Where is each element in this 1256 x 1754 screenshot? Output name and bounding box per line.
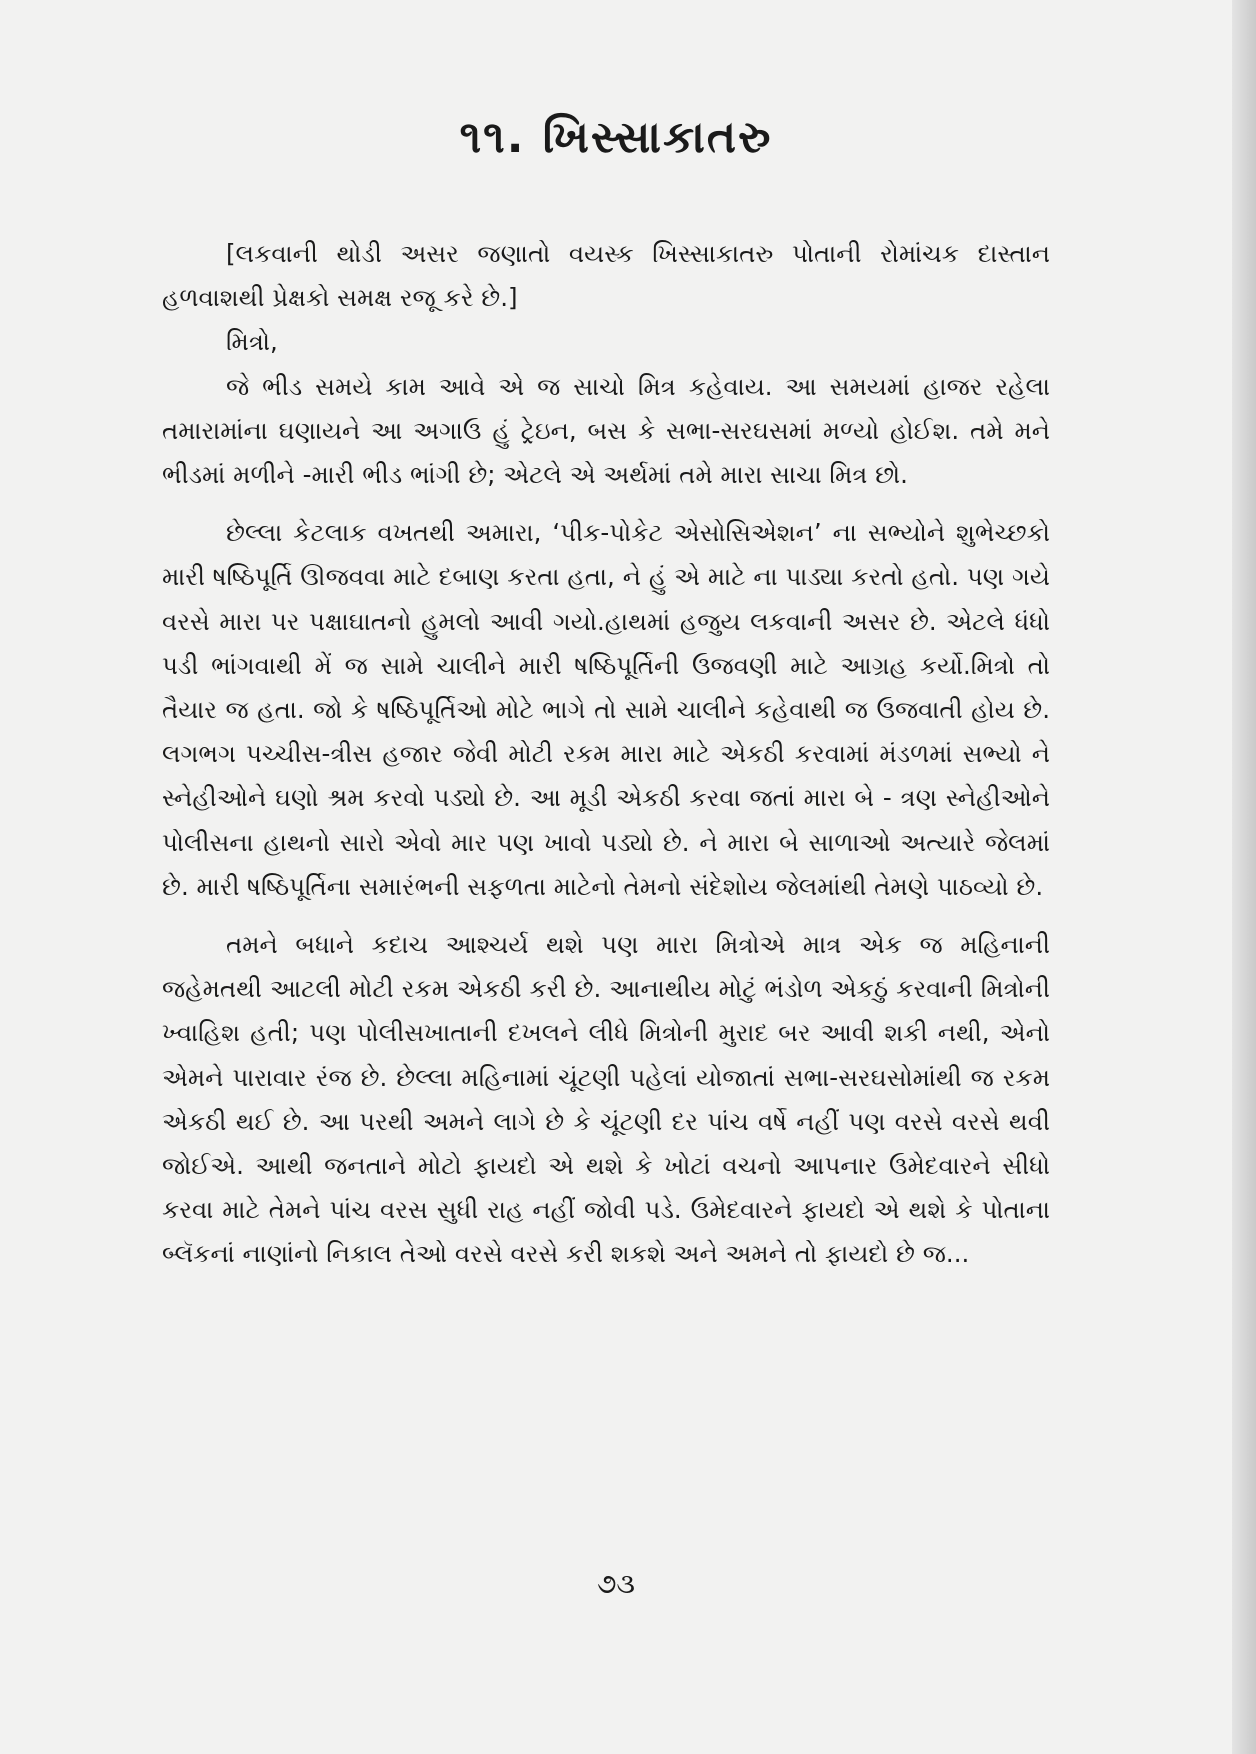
page-number: ૭૩ xyxy=(596,1567,636,1600)
stage-direction-paragraph: [લકવાની થોડી અસર જણાતો વયસ્ક ખિસ્સાકાતરુ પોતાની રોમાંચક દાસ્તાન હળવાશથી પ્રેક્ષકો સમક્ષ રજૂ કરે છે.] xyxy=(162,239,1050,313)
body-paragraph: છેલ્લા કેટલાક વખતથી અમારા, ‘પીક-પોકેટ એસોસિએશન’ ના સભ્યોને શુભેચ્છકો મારી ષષ્ઠિપૂર્તિ ઊજવવા માટે દબાણ કરતા હતા, ને હું એ માટે ના પાડ્યા કરતો હતો. પણ ગયે વરસે મારા પર પક્ષાઘાતનો હુમલો આવી ગયો.હાથમાં હજુય લકવાની અસર છે. એટલે ધંધો પડી ભાંગવાથી મેં જ સામે ચાલીને મારી ષષ્ઠિપૂર્તિની ઉજવણી માટે આગ્રહ કર્યો.મિત્રો તો તૈયાર જ હતા. જો કે ષષ્ઠિપૂર્તિઓ મોટે ભાગે તો સામે ચાલીને કહેવાથી જ ઉજવાતી હોય છે. લગભગ પચ્ચીસ-ત્રીસ હજાર જેવી મોટી રકમ મારા માટે એકઠી કરવામાં મંડળમાં સભ્યો ને સ્નેહીઓને ઘણો શ્રમ કરવો પડ્યો છે. આ મૂડી એકઠી કરવા જતાં મારા બે - ત્રણ સ્નેહીઓને પોલીસના હાથનો સારો એવો માર પણ ખાવો પડ્યો છે. ને મારા બે સાળાઓ અત્યારે જેલમાં છે. મારી ષષ્ઠિપૂર્તિના સમારંભની સફળતા માટેનો તેમનો સંદેશોય જેલમાંથી તેમણે પાઠવ્યો છે. xyxy=(162,518,1050,901)
chapter-title: ૧૧. ખિસ્સાકાતરુ xyxy=(459,112,773,163)
body-text xyxy=(162,232,1050,1277)
salutation-paragraph: મિત્રો, xyxy=(226,327,278,357)
body-paragraph: તમને બધાને કદાચ આશ્ચર્ય થશે પણ મારા મિત્રોએ માત્ર એક જ મહિનાની જહેમતથી આટલી મોટી રકમ એકઠી કરી છે. આનાથીય મોટું ભંડોળ એકઠું કરવાની મિત્રોની ખ્વાહિશ હતી; પણ પોલીસખાતાની દખલને લીધે મિત્રોની મુરાદ બર આવી શકી નથી, એનો એમને પારાવાર રંજ છે. છેલ્લા મહિનામાં ચૂંટણી પહેલાં યોજાતાં સભા-સરઘસોમાંથી જ રકમ એકઠી થઈ છે. આ પરથી અમને લાગે છે કે ચૂંટણી દર પાંચ વર્ષે નહીં પણ વરસે વરસે થવી જોઈએ. આથી જનતાને મોટો ફાયદો એ થશે કે ખોટાં વચનો આપનાર ઉમેદવારને સીધો કરવા માટે તેમને પાંચ વરસ સુધી રાહ નહીં જોવી પડે. ઉમેદવારને ફાયદો એ થશે કે પોતાના બ્લૅકનાં નાણાંનો નિકાલ તેઓ વરસે વરસે કરી શકશે અને અમને તો ફાયદો છે જ... xyxy=(162,930,1050,1269)
body-paragraph: જે ભીડ સમયે કામ આવે એ જ સાચો મિત્ર કહેવાય. આ સમયમાં હાજર રહેલા તમારામાંના ઘણાયને આ અગાઉ હું ટ્રેઇન, બસ કે સભા-સરઘસમાં મળ્યો હોઈશ. તમે મને ભીડમાં મળીને -મારી ભીડ ભાંગી છે; એટલે એ અર્થમાં તમે મારા સાચા મિત્ર છો. xyxy=(162,371,1050,490)
page-edge xyxy=(1232,0,1256,1754)
